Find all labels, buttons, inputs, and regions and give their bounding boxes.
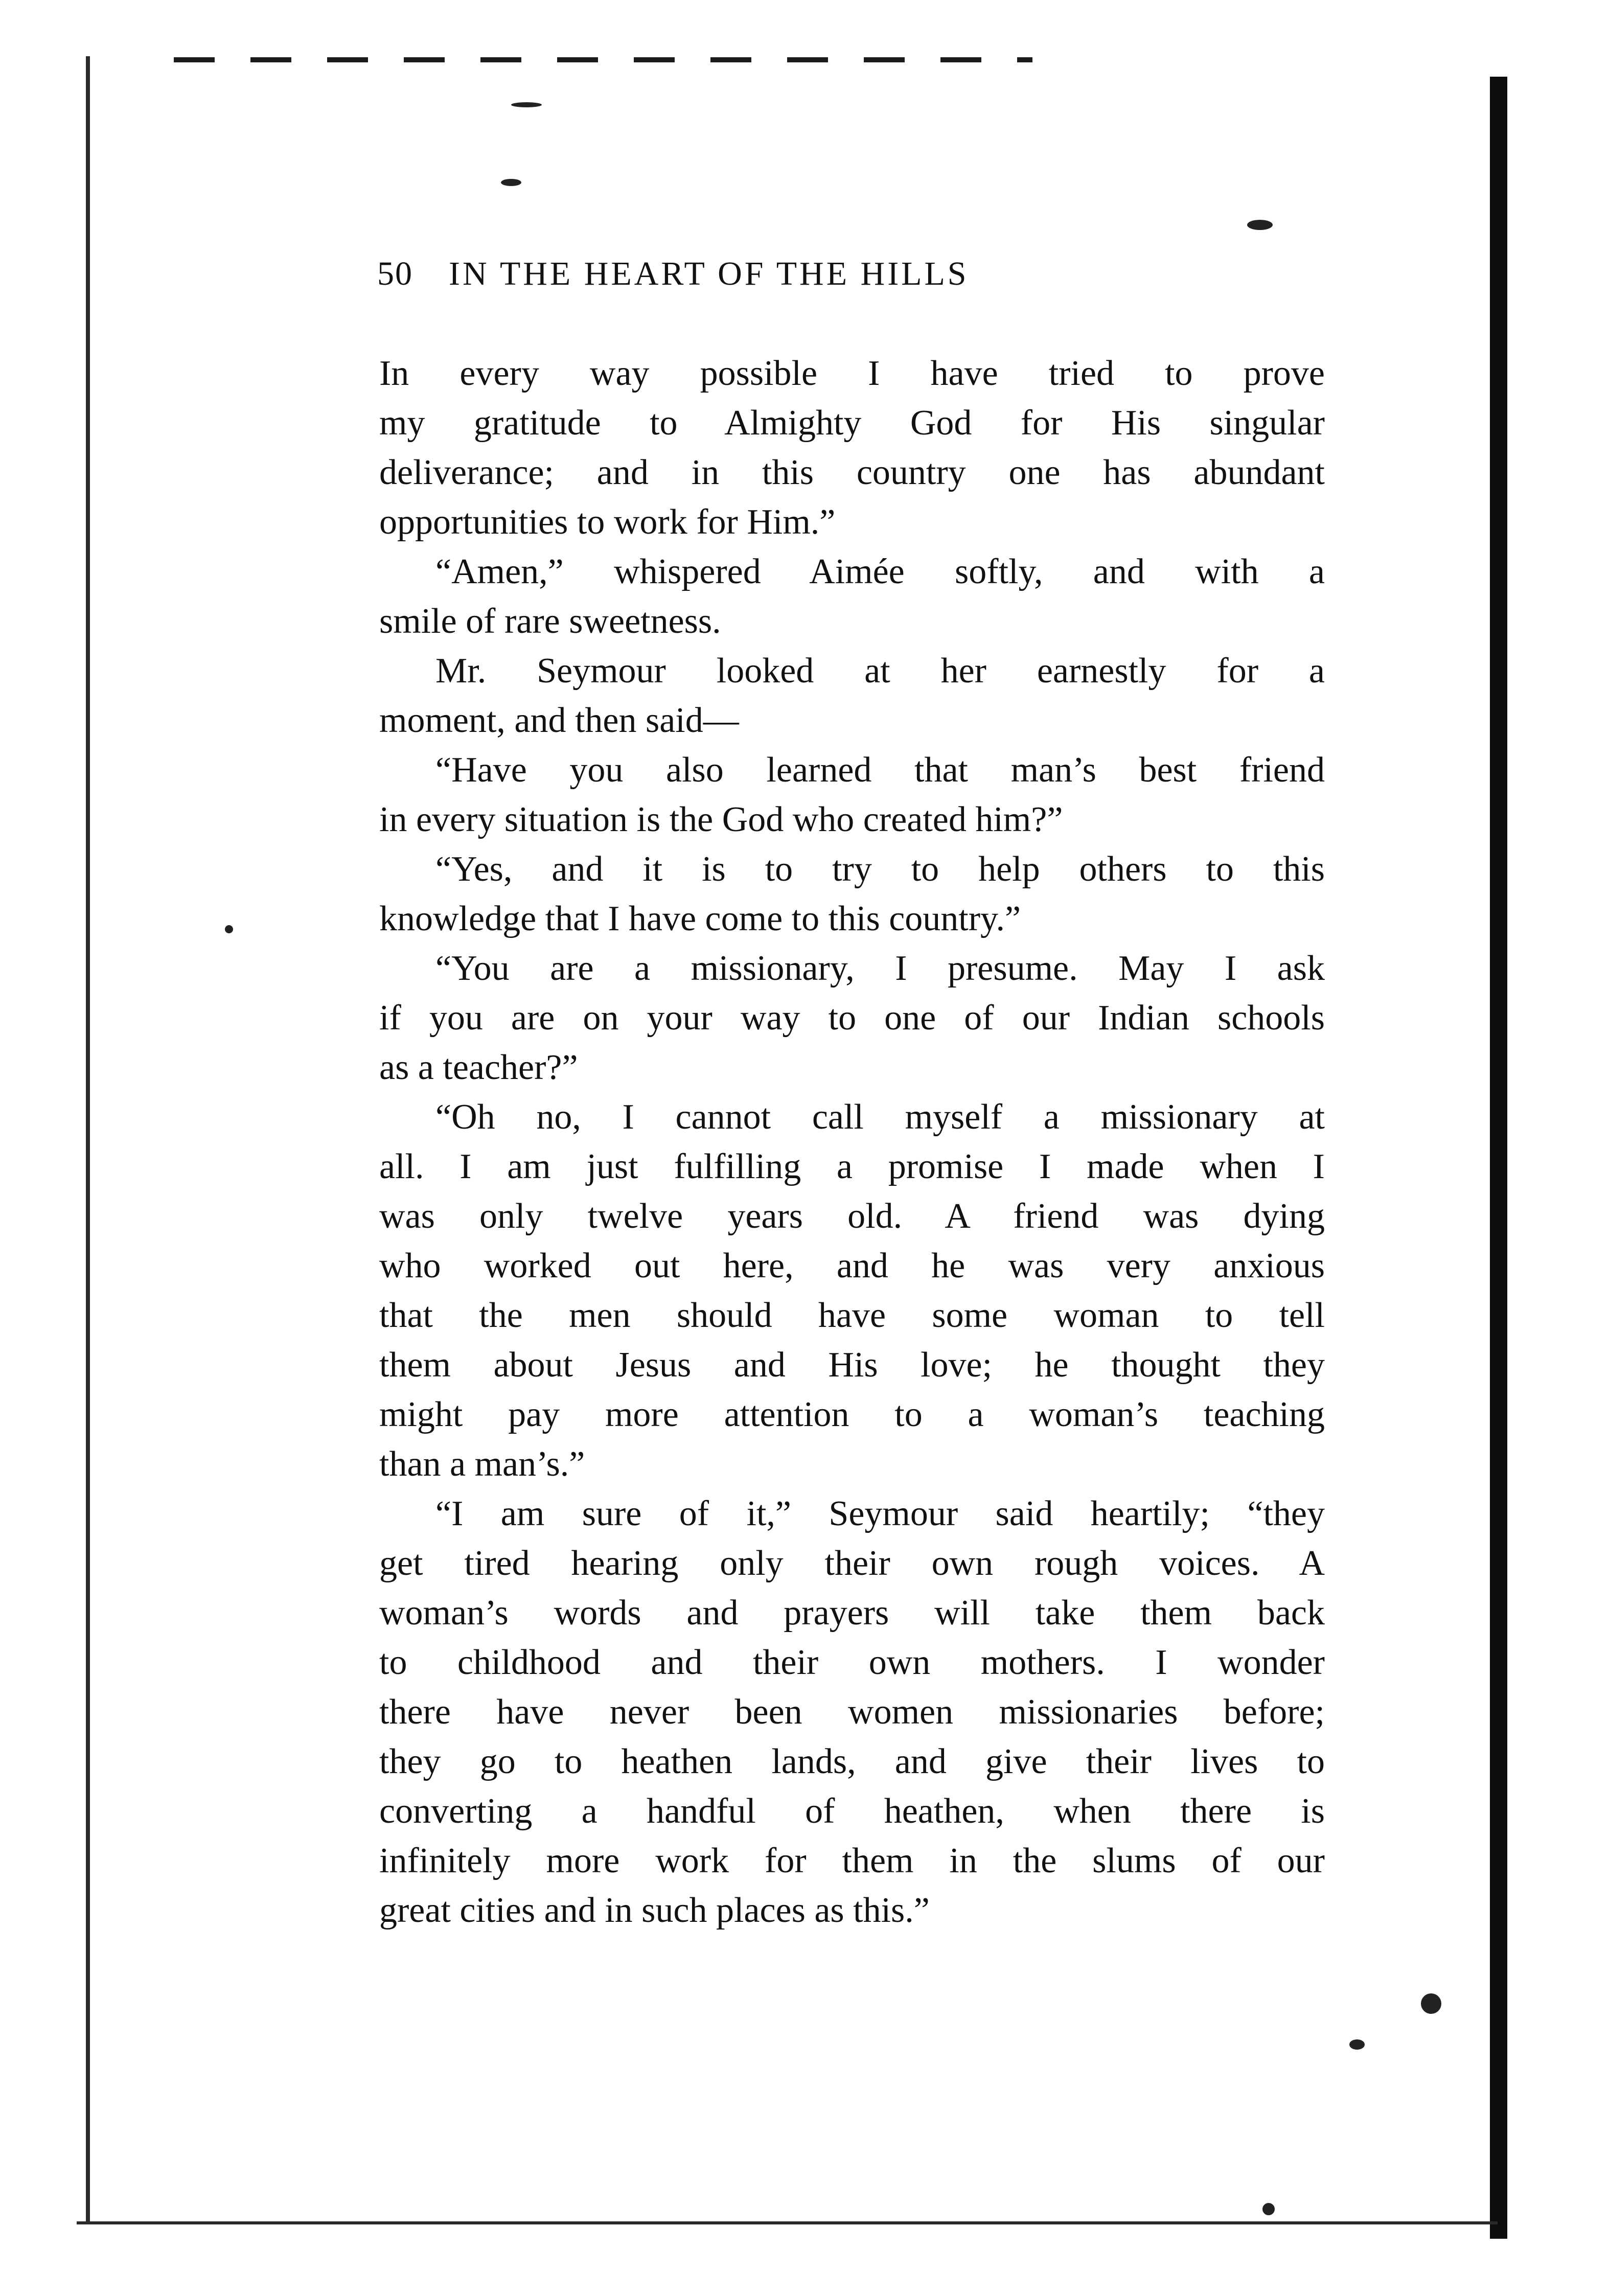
text-line: “Oh no, I cannot call myself a missionary at (435, 1097, 1325, 1137)
ink-speck (1262, 2203, 1275, 2215)
paragraph (379, 1489, 1325, 1935)
text-line: great cities and in such places as this.” (379, 1891, 930, 1930)
text-line: in every situation is the God who created him?” (379, 800, 1063, 839)
text-line: was only twelve years old. A friend was dying (379, 1197, 1325, 1236)
text-line: infinitely more work for them in the slums of our (379, 1841, 1325, 1880)
paragraph (379, 646, 1325, 745)
text-line: might pay more attention to a woman’s teaching (379, 1395, 1325, 1434)
page-edge-left (86, 56, 90, 2223)
page-edge-bottom (77, 2221, 1498, 2224)
text-line: “You are a missionary, I presume. May I ask (435, 949, 1325, 988)
paragraph (379, 349, 1325, 547)
ink-speck (1421, 1993, 1441, 2014)
text-line: all. I am just fulfilling a promise I made when I (379, 1147, 1325, 1186)
ink-speck (225, 925, 233, 933)
paragraph (379, 944, 1325, 1092)
ink-speck (511, 102, 542, 107)
ink-speck (1349, 2039, 1365, 2050)
text-line: get tired hearing only their own rough voices. A (379, 1544, 1325, 1583)
text-line: moment, and then said— (379, 701, 739, 740)
page-number: 50 (377, 255, 413, 292)
text-line: than a man’s.” (379, 1444, 585, 1484)
ink-speck (1247, 220, 1273, 230)
top-edge-dashes (174, 57, 1032, 62)
text-line: they go to heathen lands, and give their lives to (379, 1742, 1325, 1781)
text-line: who worked out here, and he was very anxious (379, 1246, 1325, 1285)
text-line: “Have you also learned that man’s best friend (435, 750, 1325, 790)
paragraph (379, 745, 1325, 844)
text-line: if you are on your way to one of our Indian schools (379, 998, 1325, 1038)
text-line: them about Jesus and His love; he thought they (379, 1345, 1325, 1385)
ink-speck (501, 179, 521, 186)
page-edge-right (1490, 77, 1507, 2239)
text-line: to childhood and their own mothers. I wonder (379, 1643, 1325, 1682)
text-line: as a teacher?” (379, 1048, 578, 1087)
text-line: knowledge that I have come to this country.” (379, 899, 1021, 938)
running-head (377, 255, 1195, 306)
text-line: smile of rare sweetness. (379, 602, 721, 641)
text-line: my gratitude to Almighty God for His singular (379, 403, 1325, 443)
paragraph (379, 844, 1325, 944)
running-title: IN THE HEART OF THE HILLS (449, 255, 969, 292)
paragraph (379, 547, 1325, 646)
paragraph (379, 1092, 1325, 1489)
text-line: that the men should have some woman to tell (379, 1296, 1325, 1335)
text-line: Mr. Seymour looked at her earnestly for a (435, 651, 1325, 691)
text-line: In every way possible I have tried to prove (379, 354, 1325, 393)
text-line: “Yes, and it is to try to help others to this (435, 849, 1325, 889)
body-text (379, 349, 1325, 1935)
text-line: converting a handful of heathen, when there is (379, 1792, 1325, 1831)
text-line: opportunities to work for Him.” (379, 502, 836, 542)
text-line: “I am sure of it,” Seymour said heartily; “they (435, 1494, 1325, 1533)
text-line: deliverance; and in this country one has abundant (379, 453, 1325, 492)
text-line: “Amen,” whispered Aimée softly, and with a (435, 552, 1325, 591)
text-line: woman’s words and prayers will take them back (379, 1593, 1325, 1633)
text-line: there have never been women missionaries before; (379, 1692, 1325, 1732)
